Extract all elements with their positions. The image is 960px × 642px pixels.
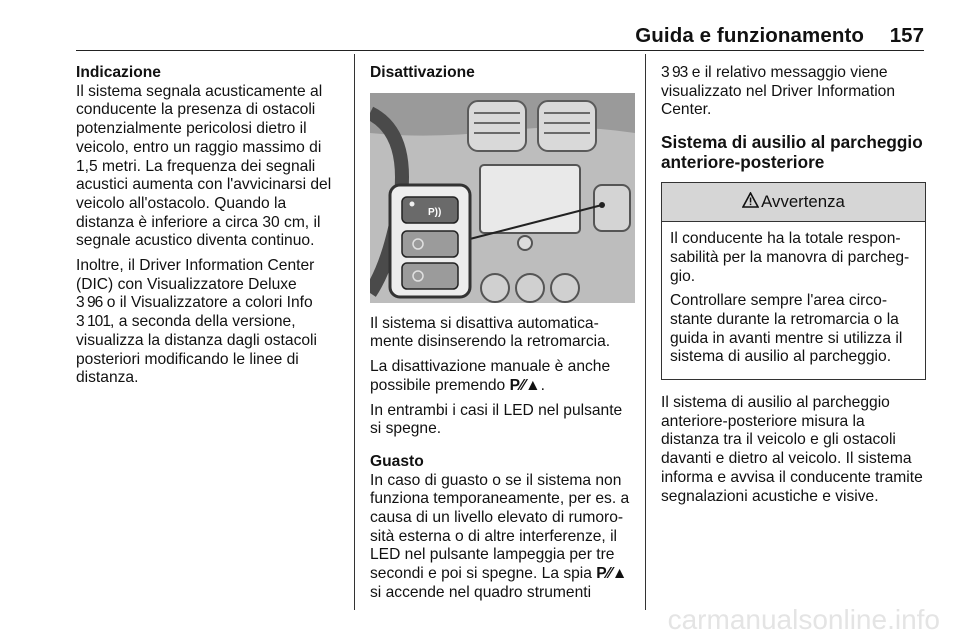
section-title: Guida e funzionamento <box>635 24 864 47</box>
text: In caso di guasto o se il sistema non funziona temporaneamente, per es. a causa di un livello elevato di rumorosità esterna o di altre interferenze, il LED nel pulsante lampeggia per tre secondi e poi si spegne. La spia <box>370 471 630 583</box>
park-assist-symbol-icon: P⁄⁄▲ <box>509 376 541 394</box>
page-ref-link[interactable]: 3 93 <box>661 64 688 81</box>
warning-header <box>662 183 925 222</box>
warning-body <box>662 222 925 379</box>
paragraph <box>370 358 635 395</box>
text: si accende nel quadro strumenti <box>370 583 592 601</box>
paragraph <box>370 472 635 603</box>
watermark: carmanualsonline.info <box>667 604 940 635</box>
paragraph: Il sistema si disattiva automaticamente disinserendo la retromarcia. <box>370 314 611 351</box>
column-middle <box>370 64 635 609</box>
svg-text:P)): P)) <box>428 206 442 218</box>
warning-box <box>661 182 926 380</box>
text: La disattivazione manuale è anche possibile premendo <box>370 358 611 394</box>
text: Inoltre, il Driver Information Center (DIC) con Visualizzatore Deluxe <box>76 257 315 293</box>
warning-paragraph: Controllare sempre l'area circostante durante la retromarcia o la guida in avanti mentre si utilizza il sistema di ausilio al parcheggio. <box>670 292 903 366</box>
warning-title: Avvertenza <box>761 191 845 211</box>
heading-sistema-ausilio: Sistema di ausilio al parcheggio anteriore-posteriore <box>661 132 923 173</box>
column-divider <box>645 54 646 610</box>
park-assist-symbol-icon: P⁄⁄▲ <box>596 565 628 583</box>
warning-paragraph: Il conducente ha la totale responsabilità per la manovra di parcheggio. <box>670 230 910 285</box>
text: o il Visualizzatore a colori Info <box>102 294 313 312</box>
header-rule <box>76 50 924 51</box>
heading-guasto: Guasto <box>370 452 424 470</box>
text: , a seconda della versione, visualizza la distanza dagli ostacoli posteriori modificando le linee di distanza. <box>76 313 317 387</box>
page-ref-link[interactable]: 3 96 <box>76 294 103 312</box>
page-header <box>0 0 960 52</box>
column-right <box>661 64 926 512</box>
text: e il relativo messaggio viene visualizzato nel Driver Information Center. <box>661 64 895 119</box>
warning-triangle-icon <box>742 192 759 213</box>
paragraph: Il sistema di ausilio al parcheggio anteriore-posteriore misura la distanza tra il veicolo e gli ostacoli davanti e dietro al veicolo. Il sistema informa e avvisa il conducente tramite segnalazioni acustiche e visive. <box>661 394 923 505</box>
page-number: 157 <box>889 24 924 47</box>
column-left <box>76 64 346 394</box>
heading-indicazione: Indicazione <box>76 64 161 81</box>
heading-disattivazione: Disattivazione <box>370 64 475 81</box>
page-ref-link[interactable]: 3 101 <box>76 313 111 331</box>
dashboard-illustration <box>370 93 635 303</box>
paragraph <box>661 64 926 120</box>
column-divider <box>354 54 355 610</box>
paragraph <box>76 257 346 388</box>
text: . <box>540 376 545 394</box>
paragraph: In entrambi i casi il LED nel pulsante si spegne. <box>370 401 623 438</box>
paragraph: Il sistema segnala acusticamente al conducente la presenza di ostacoli potenzialmente pericolosi dietro il veicolo, entro un raggio massimo di 1,5 metri. La frequenza dei segnali acustici aumenta con l'avvicinarsi del veicolo all'ostacolo. Quando la distanza è inferiore a circa 30 cm, il segnale acustico diventa continuo. <box>76 82 332 250</box>
